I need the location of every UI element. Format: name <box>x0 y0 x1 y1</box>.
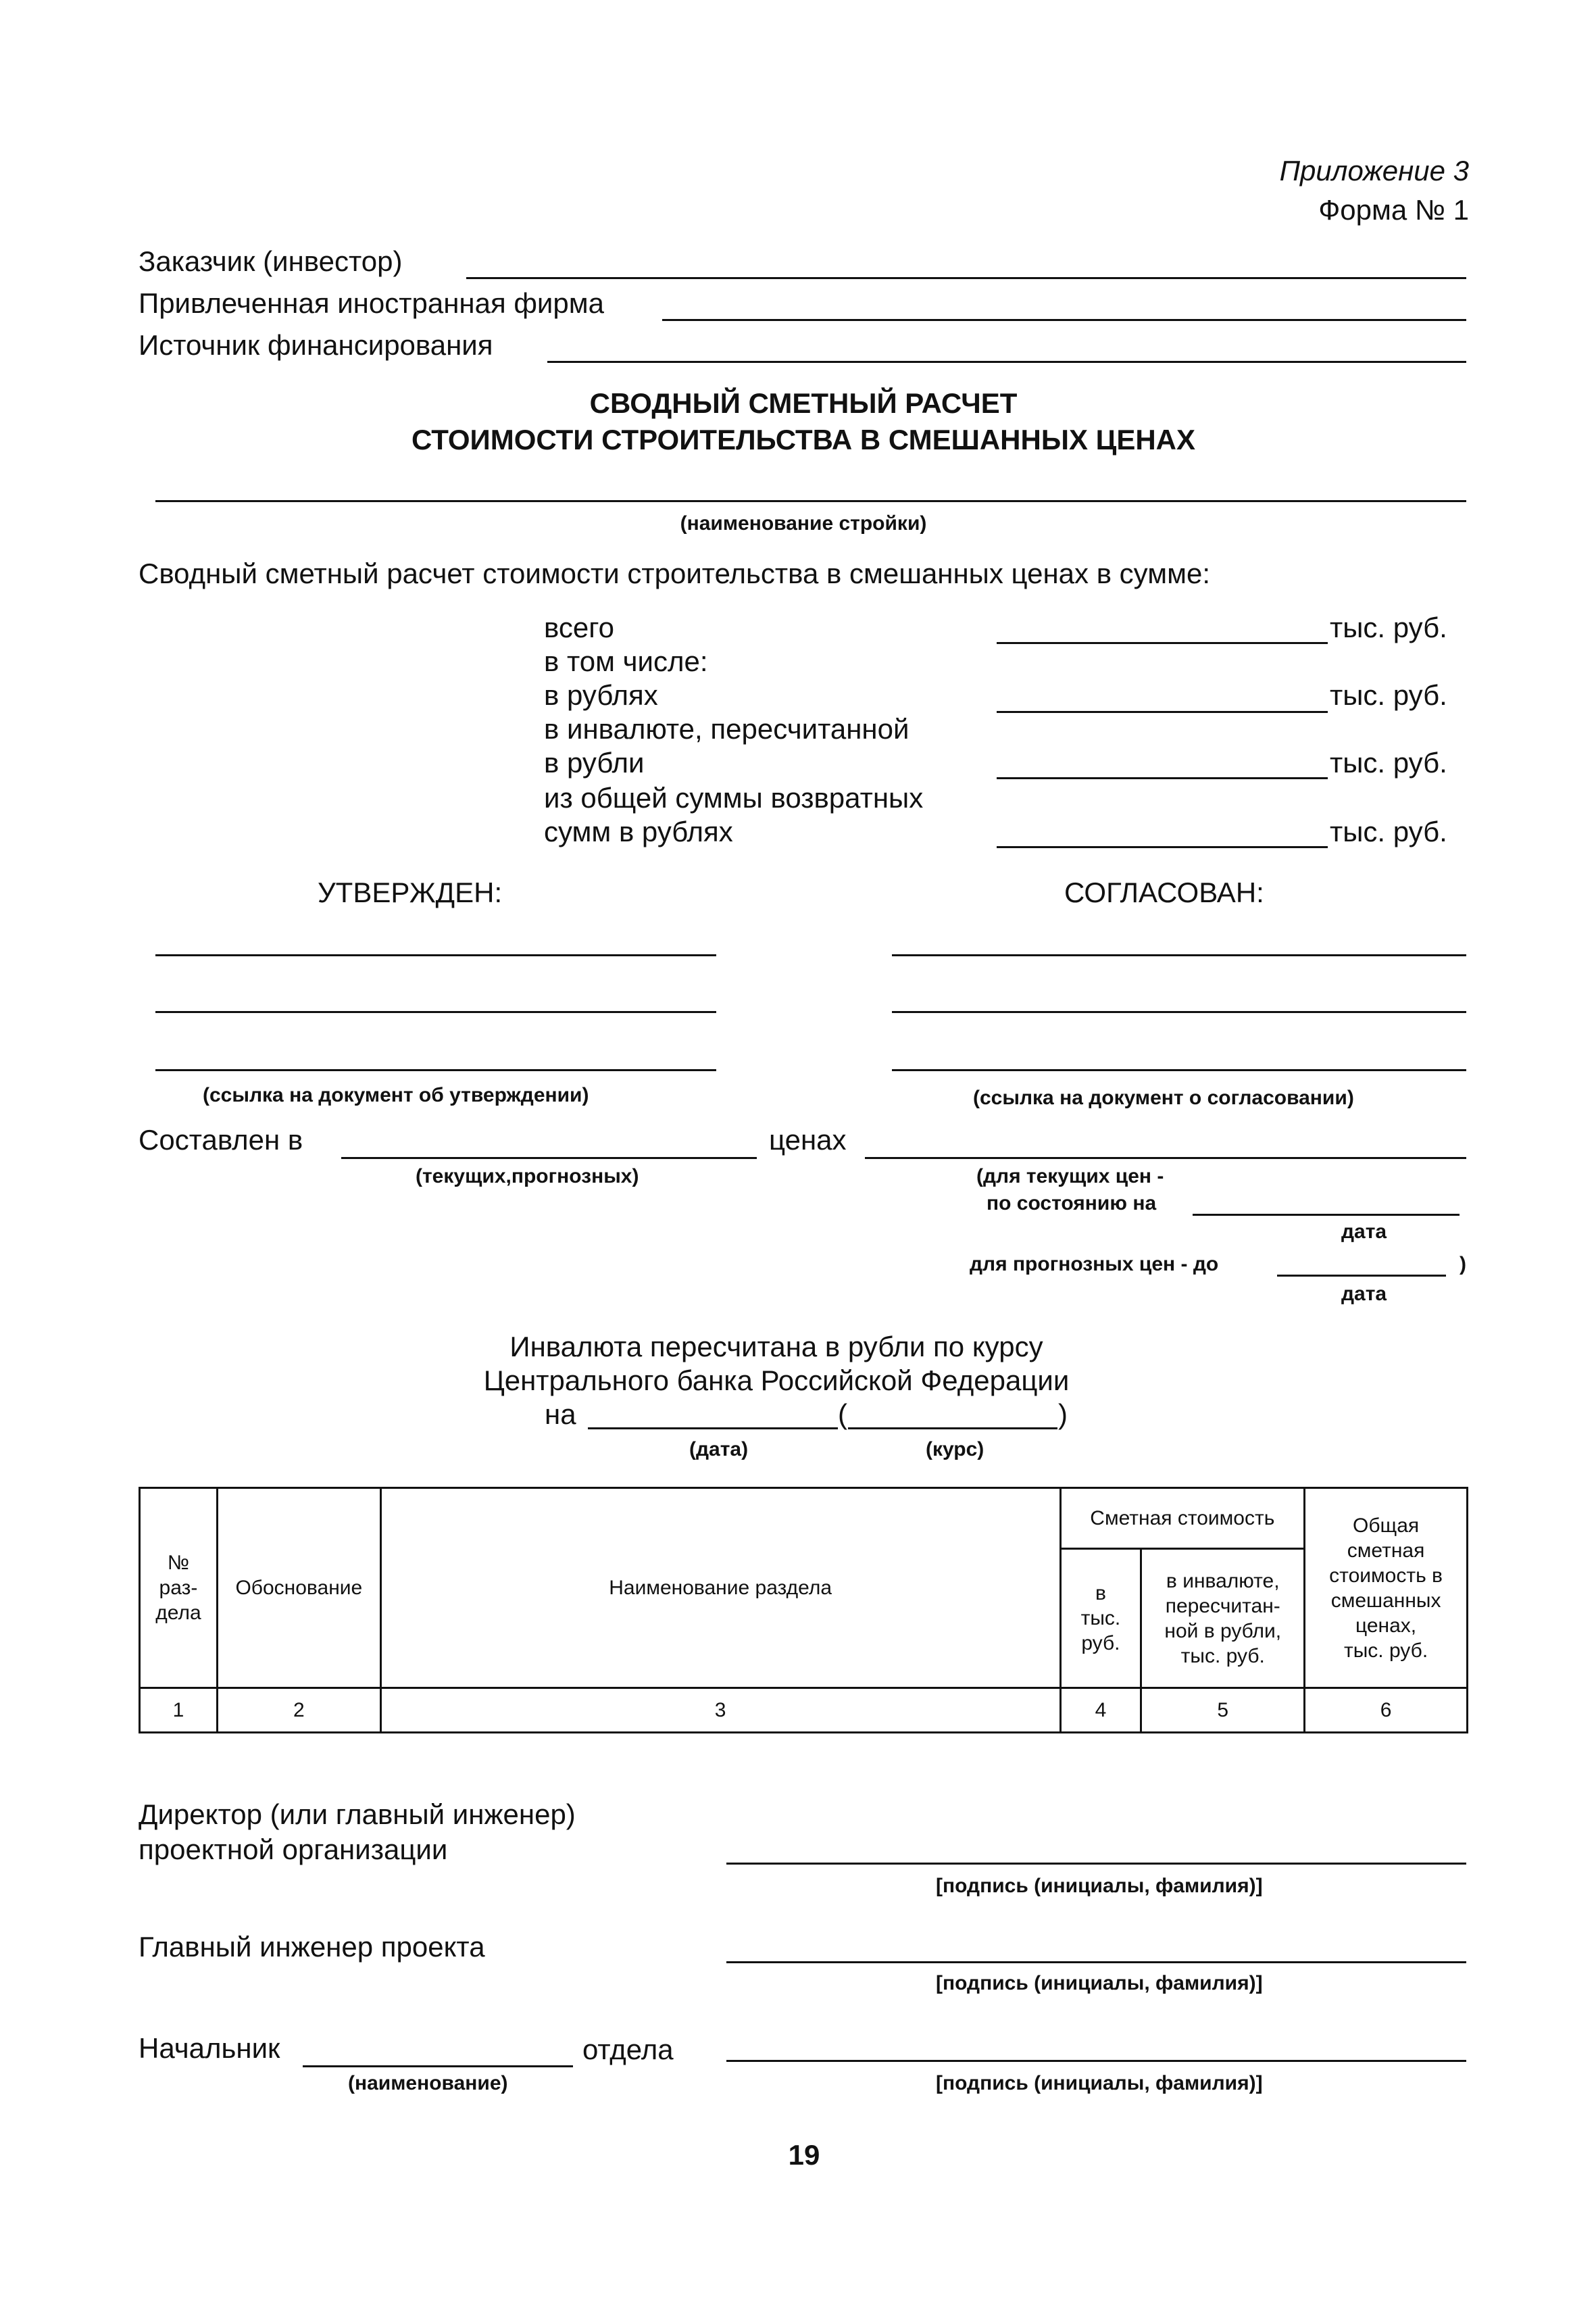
current-prices-note-1: (для текущих цен - <box>976 1165 1164 1187</box>
foreign-firm-line[interactable] <box>662 319 1466 321</box>
agreed-line-3[interactable] <box>892 1069 1466 1071</box>
director-label-2: проектной организации <box>139 1833 448 1865</box>
prices-line[interactable] <box>865 1157 1466 1159</box>
current-date-caption: дата <box>1341 1221 1387 1243</box>
approved-line-2[interactable] <box>155 1011 716 1013</box>
return-unit: тыс. руб. <box>1330 816 1447 847</box>
column-number-1: 1 <box>140 1688 218 1733</box>
agreed-heading: СОГЛАСОВАН: <box>1064 877 1264 908</box>
column-number-5: 5 <box>1141 1688 1305 1733</box>
foreign-firm-label: Привлеченная иностранная фирма <box>139 287 604 319</box>
page-number: 19 <box>788 2139 820 2171</box>
total-value-line[interactable] <box>997 642 1328 644</box>
forecast-close-paren: ) <box>1460 1253 1466 1275</box>
approved-caption: (ссылка на документ об утверждении) <box>203 1084 589 1106</box>
header-total: Общая сметная стоимость в смешанных ценах, тыс. руб. <box>1305 1488 1468 1688</box>
title-line-1: СВОДНЫЙ СМЕТНЫЙ РАСЧЕТ <box>589 387 1018 419</box>
director-signature-caption: [подпись (инициалы, фамилия)] <box>936 1875 1263 1897</box>
head-signature-caption: [подпись (инициалы, фамилия)] <box>936 2072 1263 2094</box>
construction-caption: (наименование стройки) <box>680 512 927 535</box>
forecast-date-caption: дата <box>1341 1283 1387 1305</box>
estimate-table <box>139 1487 1468 1733</box>
fx-rate-paren-open: ( <box>838 1398 847 1430</box>
department-name-caption: (наименование) <box>348 2072 508 2094</box>
rub-value-line[interactable] <box>997 711 1328 713</box>
total-unit: тыс. руб. <box>1330 612 1447 643</box>
funding-label: Источник финансирования <box>139 329 493 361</box>
fx-rate-on: на <box>545 1398 576 1430</box>
fx-rate-line-1: Инвалюта пересчитана в рубли по курсу <box>509 1331 1043 1362</box>
fx-rate-value-line[interactable] <box>848 1427 1057 1429</box>
price-type-line[interactable] <box>341 1157 757 1159</box>
director-signature-line[interactable] <box>726 1863 1466 1865</box>
fx-unit: тыс. руб. <box>1330 747 1447 779</box>
column-number-4: 4 <box>1060 1688 1141 1733</box>
header-section-no: № раз- дела <box>140 1488 218 1688</box>
price-type-caption: (текущих,прогнозных) <box>416 1165 639 1187</box>
current-date-line[interactable] <box>1193 1214 1460 1216</box>
header-rub: в тыс. руб. <box>1060 1549 1141 1688</box>
fx-rate-date-line[interactable] <box>588 1427 838 1429</box>
fx-label-2: в рубли <box>544 747 645 779</box>
header-section-name: Наименование раздела <box>380 1488 1060 1688</box>
header-fx: в инвалюте, пересчитан- ной в рубли, тыс. руб. <box>1141 1549 1305 1688</box>
fx-rate-value-caption: (курс) <box>926 1438 984 1460</box>
fx-rate-date-caption: (дата) <box>689 1438 749 1460</box>
department-label: отдела <box>582 2034 674 2065</box>
construction-line[interactable] <box>155 500 1466 502</box>
appendix-label: Приложение 3 <box>1279 155 1469 187</box>
forecast-prices-note: для прогнозных цен - до <box>970 1253 1219 1275</box>
head-label: Начальник <box>139 2032 280 2064</box>
approved-heading: УТВЕРЖДЕН: <box>318 877 503 908</box>
forecast-date-line[interactable] <box>1277 1275 1446 1277</box>
fx-value-line[interactable] <box>997 777 1328 779</box>
form-number: Форма № 1 <box>1318 194 1469 226</box>
compiled-label: Составлен в <box>139 1124 303 1156</box>
chief-engineer-signature-caption: [подпись (инициалы, фамилия)] <box>936 1972 1263 1994</box>
total-label: всего <box>544 612 614 643</box>
column-number-6: 6 <box>1305 1688 1468 1733</box>
approved-line-1[interactable] <box>155 954 716 956</box>
customer-line[interactable] <box>466 277 1466 279</box>
head-signature-line[interactable] <box>726 2060 1466 2062</box>
rub-unit: тыс. руб. <box>1330 679 1447 711</box>
agreed-line-2[interactable] <box>892 1011 1466 1013</box>
department-name-line[interactable] <box>303 2065 573 2067</box>
chief-engineer-label: Главный инженер проекта <box>139 1931 485 1963</box>
agreed-line-1[interactable] <box>892 954 1466 956</box>
column-number-2: 2 <box>217 1688 380 1733</box>
including-label: в том числе: <box>544 645 708 677</box>
customer-label: Заказчик (инвестор) <box>139 245 403 277</box>
fx-label-1: в инвалюте, пересчитанной <box>544 713 909 745</box>
return-label-1: из общей суммы возвратных <box>544 782 924 814</box>
column-number-3: 3 <box>380 1688 1060 1733</box>
header-estimate: Сметная стоимость <box>1060 1488 1305 1549</box>
title-line-2: СТОИМОСТИ СТРОИТЕЛЬСТВА В СМЕШАННЫХ ЦЕНАХ <box>411 424 1196 456</box>
current-prices-note-2: по состоянию на <box>987 1192 1157 1214</box>
rub-label: в рублях <box>544 679 658 711</box>
funding-line[interactable] <box>547 361 1466 363</box>
fx-rate-paren-close: ) <box>1058 1398 1068 1430</box>
prices-label: ценах <box>769 1124 847 1156</box>
return-label-2: сумм в рублях <box>544 816 733 847</box>
director-label-1: Директор (или главный инженер) <box>139 1798 576 1830</box>
fx-rate-line-2: Центрального банка Российской Федерации <box>483 1364 1070 1396</box>
agreed-caption: (ссылка на документ о согласовании) <box>973 1087 1354 1109</box>
approved-line-3[interactable] <box>155 1069 716 1071</box>
header-basis: Обоснование <box>217 1488 380 1688</box>
summary-intro: Сводный сметный расчет стоимости строительства в смешанных ценах в сумме: <box>139 558 1210 589</box>
return-value-line[interactable] <box>997 846 1328 848</box>
chief-engineer-signature-line[interactable] <box>726 1961 1466 1963</box>
